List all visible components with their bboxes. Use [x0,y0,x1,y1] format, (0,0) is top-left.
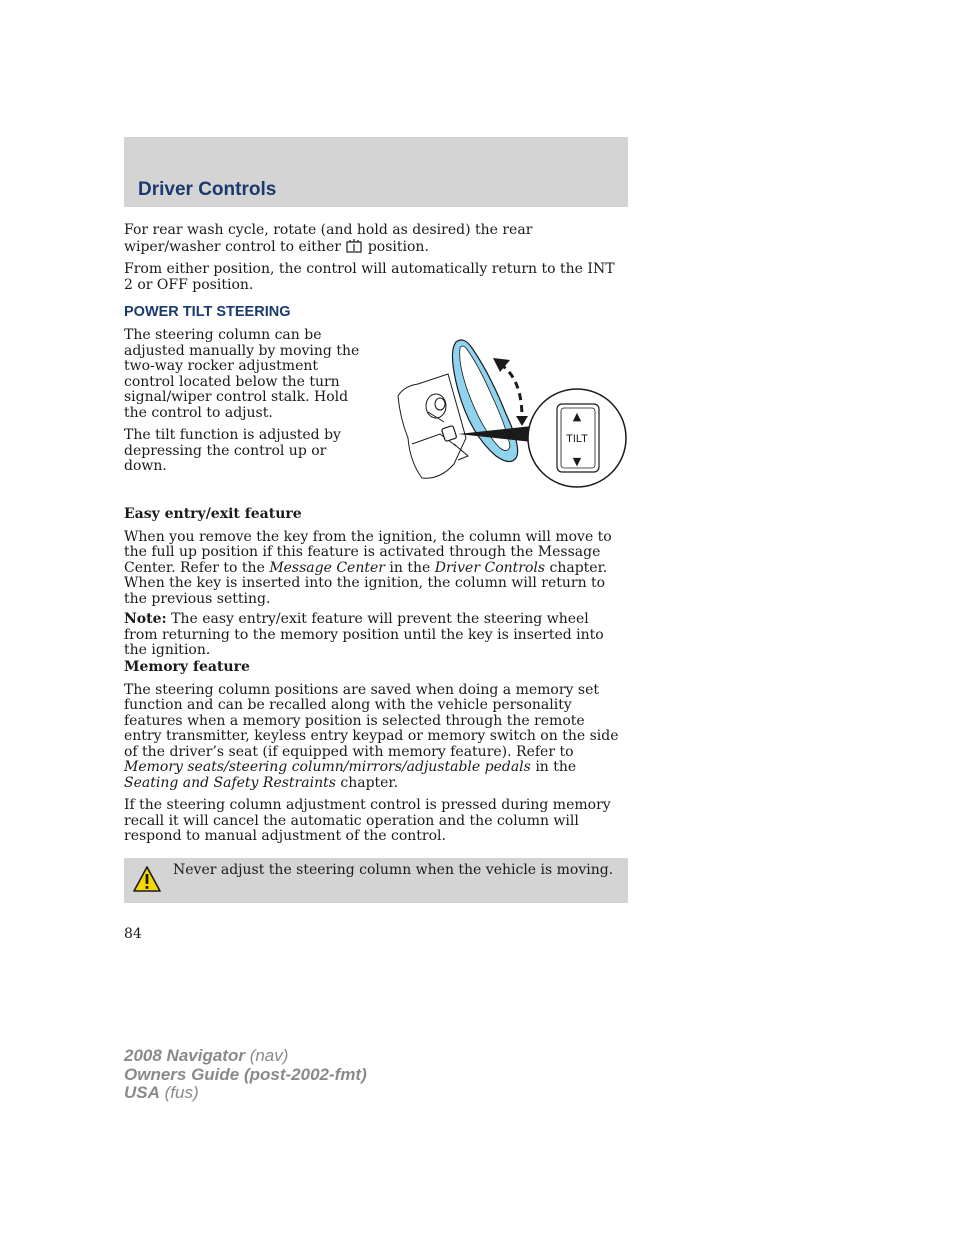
rear-washer-symbol-icon [345,239,363,253]
easy-entry-text-a: When you remove the key from the ignition, the column will move to the full up position if this feature is activated through the Message Center. Refer to the [124,528,612,576]
memory-text-a: The steering column positions are saved when doing a memory set function and can be recalled along with the vehicle personality features when a memory position is selected through the remote entry transmitter, keyless entry keypad or memory switch on the side of the driver’s seat (if equipped with memory feature). Refer to [124,681,619,760]
memory-ref-memory-seats: Memory seats/steering column/mirrors/adjustable pedals [124,759,531,775]
intro-section [124,223,626,293]
easy-entry-ref-driver-controls: Driver Controls [434,559,546,576]
footer-market-code: (fus) [164,1083,199,1102]
intro-paragraph-2: From either position, the control will automatically return to the INT 2 or OFF position. [124,261,615,293]
easy-entry-note [124,612,626,659]
page-title: Driver Controls [138,179,277,200]
memory-text-b: in the [535,759,577,775]
tilt-control-illustration [396,334,628,494]
warning-text: Never adjust the steering column when the vehicle is moving. [173,862,614,878]
footer-guide: Owners Guide (post-2002-fmt) [124,1064,367,1084]
power-tilt-heading-wrap [124,305,626,321]
footer-line-3 [124,1084,367,1103]
easy-entry-text-c: chapter. When the key is inserted into the ignition, the column will return to the previous setting. [124,559,608,607]
footer-line-2 [124,1066,367,1085]
memory-text-c: chapter. [340,774,399,791]
footer [124,1047,367,1103]
tilt-down-arrow-icon: ▼ [572,455,582,468]
warning-triangle-icon [132,865,162,893]
memory-heading: Memory feature [124,659,250,675]
tilt-label: TILT [566,433,588,445]
easy-entry-heading: Easy entry/exit feature [124,506,302,522]
intro-p1-text: For rear wash cycle, rotate (and hold as desired) the rear wiper/washer control to either [124,222,533,255]
header-band [124,137,628,207]
warning-box [124,858,628,903]
page-number: 84 [124,926,142,942]
easy-entry-text-b: in the [389,559,431,576]
power-tilt-text [124,328,372,475]
power-tilt-paragraph-2: The tilt function is adjusted by depressing the control up or down. [124,427,341,474]
tilt-up-arrow-icon: ▲ [572,410,582,423]
power-tilt-paragraph-1: The steering column can be adjusted manually by moving the two-way rocker adjustment control located below the turn signal/wiper control stalk. Hold the control to adjust. [124,327,360,421]
memory-paragraph-1 [124,683,626,792]
memory-paragraph-2: If the steering column adjustment control is pressed during memory recall it will cancel the automatic operation and the column will respond to manual adjustment of the control. [124,797,611,844]
note-label: Note: [124,611,167,627]
intro-p1-after: position. [367,238,429,255]
footer-market: USA [124,1083,160,1102]
intro-paragraph-1 [124,223,626,255]
footer-model-code: (nav) [249,1046,289,1065]
note-text: The easy entry/exit feature will prevent the steering wheel from returning to the memory position until the key is inserted into the ignition. [124,611,604,658]
footer-line-1 [124,1047,367,1066]
memory-ref-seating: Seating and Safety Restraints [124,774,336,791]
easy-entry-paragraph [124,530,626,608]
memory-section [124,660,626,845]
power-tilt-heading: POWER TILT STEERING [124,304,291,320]
easy-entry-section [124,507,626,659]
easy-entry-ref-message-center: Message Center [269,559,385,576]
footer-model: 2008 Navigator [124,1046,245,1065]
